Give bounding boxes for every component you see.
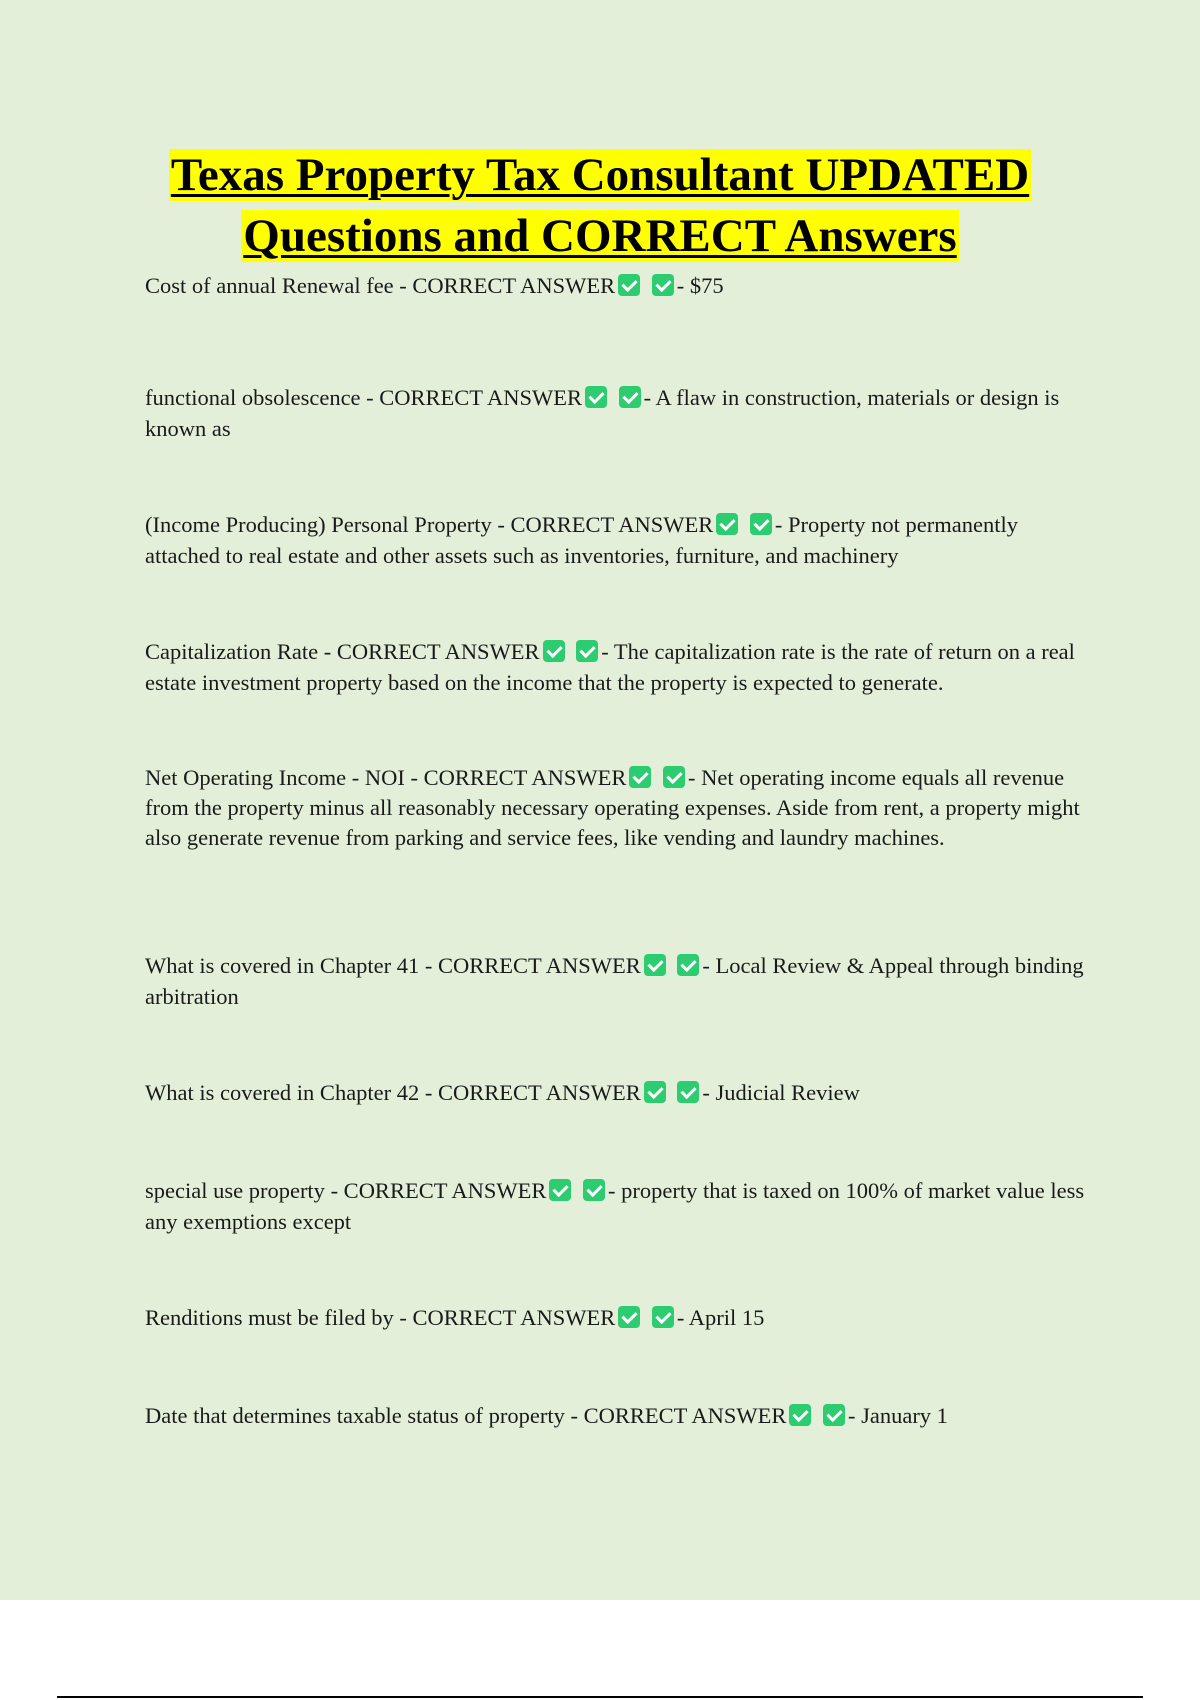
answer-text: - Net operating income equals all revenue from the property minus all reasonably necessary operating expenses. Aside from rent, a property might also generate revenue from parking and service fees, like vending and laundry machines. xyxy=(145,765,1080,850)
answer-text: - $75 xyxy=(676,273,724,298)
correct-answer-label: - CORRECT ANSWER xyxy=(410,765,627,790)
question-text: Capitalization Rate xyxy=(145,639,319,664)
qa-item xyxy=(145,1077,1090,1108)
check-mark-icon xyxy=(549,1179,571,1201)
answer-text: - January 1 xyxy=(847,1403,948,1428)
check-mark-icon xyxy=(618,274,640,296)
title-line-1: Texas Property Tax Consultant UPDATED xyxy=(170,149,1030,201)
answer-text: - property that is taxed on 100% of market value less any exemptions except xyxy=(145,1178,1085,1234)
check-mark-icon xyxy=(750,513,772,535)
question-text: functional obsolescence xyxy=(145,385,361,410)
answer-text: - The capitalization rate is the rate of return on a real estate investment property based on the income that the property is expected to generate. xyxy=(145,639,1075,695)
title-line-2: Questions and CORRECT Answers xyxy=(243,210,957,262)
correct-answer-label: - CORRECT ANSWER xyxy=(399,273,616,298)
question-text: Date that determines taxable status of property xyxy=(145,1403,565,1428)
check-mark-icon xyxy=(789,1404,811,1426)
page-title xyxy=(0,145,1200,267)
correct-answer-label: - CORRECT ANSWER xyxy=(323,639,540,664)
correct-answer-label: - CORRECT ANSWER xyxy=(570,1403,787,1428)
correct-answer-label: - CORRECT ANSWER xyxy=(424,953,641,978)
qa-item xyxy=(145,636,1090,698)
check-mark-icon xyxy=(629,766,651,788)
answer-text: - Local Review & Appeal through binding arbitration xyxy=(145,953,1084,1009)
question-text: Renditions must be filed by xyxy=(145,1305,394,1330)
check-mark-icon xyxy=(543,640,565,662)
check-mark-icon xyxy=(652,1306,674,1328)
check-mark-icon xyxy=(619,386,641,408)
question-text: What is covered in Chapter 42 xyxy=(145,1080,420,1105)
check-mark-icon xyxy=(644,1081,666,1103)
check-mark-icon xyxy=(663,766,685,788)
correct-answer-label: - CORRECT ANSWER xyxy=(497,512,714,537)
answer-text: - Property not permanently attached to real estate and other assets such as inventories, furniture, and machinery xyxy=(145,512,1018,568)
qa-item xyxy=(145,763,1090,853)
answer-text: - Judicial Review xyxy=(702,1080,860,1105)
check-mark-icon xyxy=(677,954,699,976)
qa-item xyxy=(145,1400,1090,1431)
question-text: Cost of annual Renewal fee xyxy=(145,273,394,298)
question-text: special use property xyxy=(145,1178,325,1203)
question-text: Net Operating Income - NOI xyxy=(145,765,405,790)
answer-text: - A flaw in construction, materials or design is known as xyxy=(145,385,1060,441)
qa-item xyxy=(145,509,1090,571)
check-mark-icon xyxy=(585,386,607,408)
check-mark-icon xyxy=(652,274,674,296)
footer-divider xyxy=(57,1696,1143,1698)
check-mark-icon xyxy=(644,954,666,976)
check-mark-icon xyxy=(716,513,738,535)
check-mark-icon xyxy=(583,1179,605,1201)
correct-answer-label: - CORRECT ANSWER xyxy=(399,1305,616,1330)
check-mark-icon xyxy=(823,1404,845,1426)
qa-item xyxy=(145,270,1090,301)
check-mark-icon xyxy=(618,1306,640,1328)
qa-item xyxy=(145,1302,1090,1333)
check-mark-icon xyxy=(677,1081,699,1103)
question-text: What is covered in Chapter 41 xyxy=(145,953,420,978)
correct-answer-label: - CORRECT ANSWER xyxy=(366,385,583,410)
qa-item xyxy=(145,1175,1090,1237)
question-text: (Income Producing) Personal Property xyxy=(145,512,492,537)
check-mark-icon xyxy=(576,640,598,662)
correct-answer-label: - CORRECT ANSWER xyxy=(424,1080,641,1105)
qa-item xyxy=(145,382,1090,444)
correct-answer-label: - CORRECT ANSWER xyxy=(330,1178,547,1203)
answer-text: - April 15 xyxy=(676,1305,765,1330)
qa-item xyxy=(145,950,1090,1012)
